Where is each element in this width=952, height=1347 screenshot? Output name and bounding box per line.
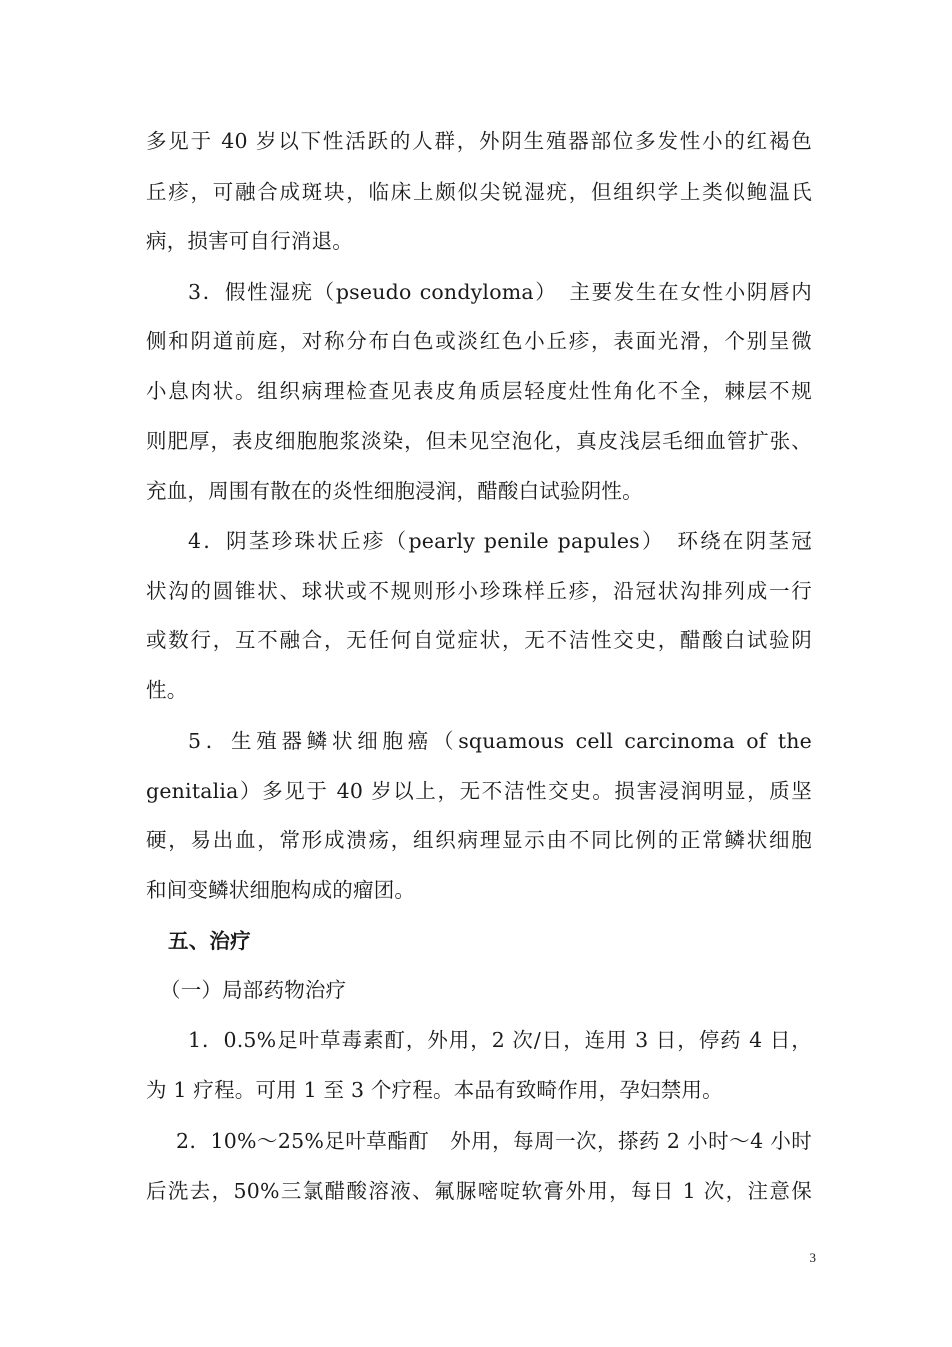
list-item-pearly-penile-papules: 4．阴茎珍珠状丘疹（pearly penile papules） 环绕在阴茎冠 [188, 529, 812, 553]
body-text-line: genitalia）多见于 40 岁以上，无不洁性交史。损害浸润明显，质坚 [146, 779, 812, 803]
body-text-line: 多见于 40 岁以下性活跃的人群，外阴生殖器部位多发性小的红褐色 [146, 129, 812, 153]
body-text-line: 或数行，互不融合，无任何自觉症状，无不洁性交史，醋酸白试验阴 [146, 628, 812, 652]
body-text-line: 为 1 疗程。可用 1 至 3 个疗程。本品有致畸作用，孕妇禁用。 [146, 1078, 723, 1102]
body-text-line: 丘疹，可融合成斑块，临床上颇似尖锐湿疣，但组织学上类似鲍温氏 [146, 180, 812, 204]
subsection-heading-topical-drugs: （一）局部药物治疗 [160, 978, 347, 1002]
list-item-pseudo-condyloma: 3．假性湿疣（pseudo condyloma） 主要发生在女性小阴唇内 [188, 280, 812, 304]
body-text-line: 病，损害可自行消退。 [146, 229, 353, 253]
list-item-podophyllin: 2．10%～25%足叶草酯酊 外用，每周一次，搽药 2 小时～4 小时 [176, 1129, 812, 1153]
body-text-line: 则肥厚，表皮细胞胞浆淡染，但未见空泡化，真皮浅层毛细血管扩张、 [146, 429, 812, 453]
body-text-line: 和间变鳞状细胞构成的瘤团。 [146, 878, 416, 902]
section-heading-treatment: 五、治疗 [168, 929, 251, 953]
body-text-line: 后洗去，50%三氯醋酸溶液、氟脲嘧啶软膏外用，每日 1 次，注意保 [146, 1179, 812, 1203]
body-text-line: 性。 [146, 678, 188, 702]
body-text-line: 充血，周围有散在的炎性细胞浸润，醋酸白试验阴性。 [146, 479, 643, 503]
list-item-squamous-cell-carcinoma: 5．生殖器鳞状细胞癌（squamous cell carcinoma of the [188, 729, 812, 753]
list-item-podophyllotoxin: 1．0.5%足叶草毒素酊，外用，2 次/日，连用 3 日，停药 4 日， [188, 1028, 812, 1052]
body-text-line: 小息肉状。组织病理检查见表皮角质层轻度灶性角化不全，棘层不规 [146, 379, 812, 403]
body-text-line: 状沟的圆锥状、球状或不规则形小珍珠样丘疹，沿冠状沟排列成一行 [146, 579, 812, 603]
body-text-line: 侧和阴道前庭，对称分布白色或淡红色小丘疹，表面光滑，个别呈微 [146, 329, 812, 353]
page-number: 3 [809, 1250, 816, 1265]
body-text-line: 硬，易出血，常形成溃疡，组织病理显示由不同比例的正常鳞状细胞 [146, 828, 812, 852]
